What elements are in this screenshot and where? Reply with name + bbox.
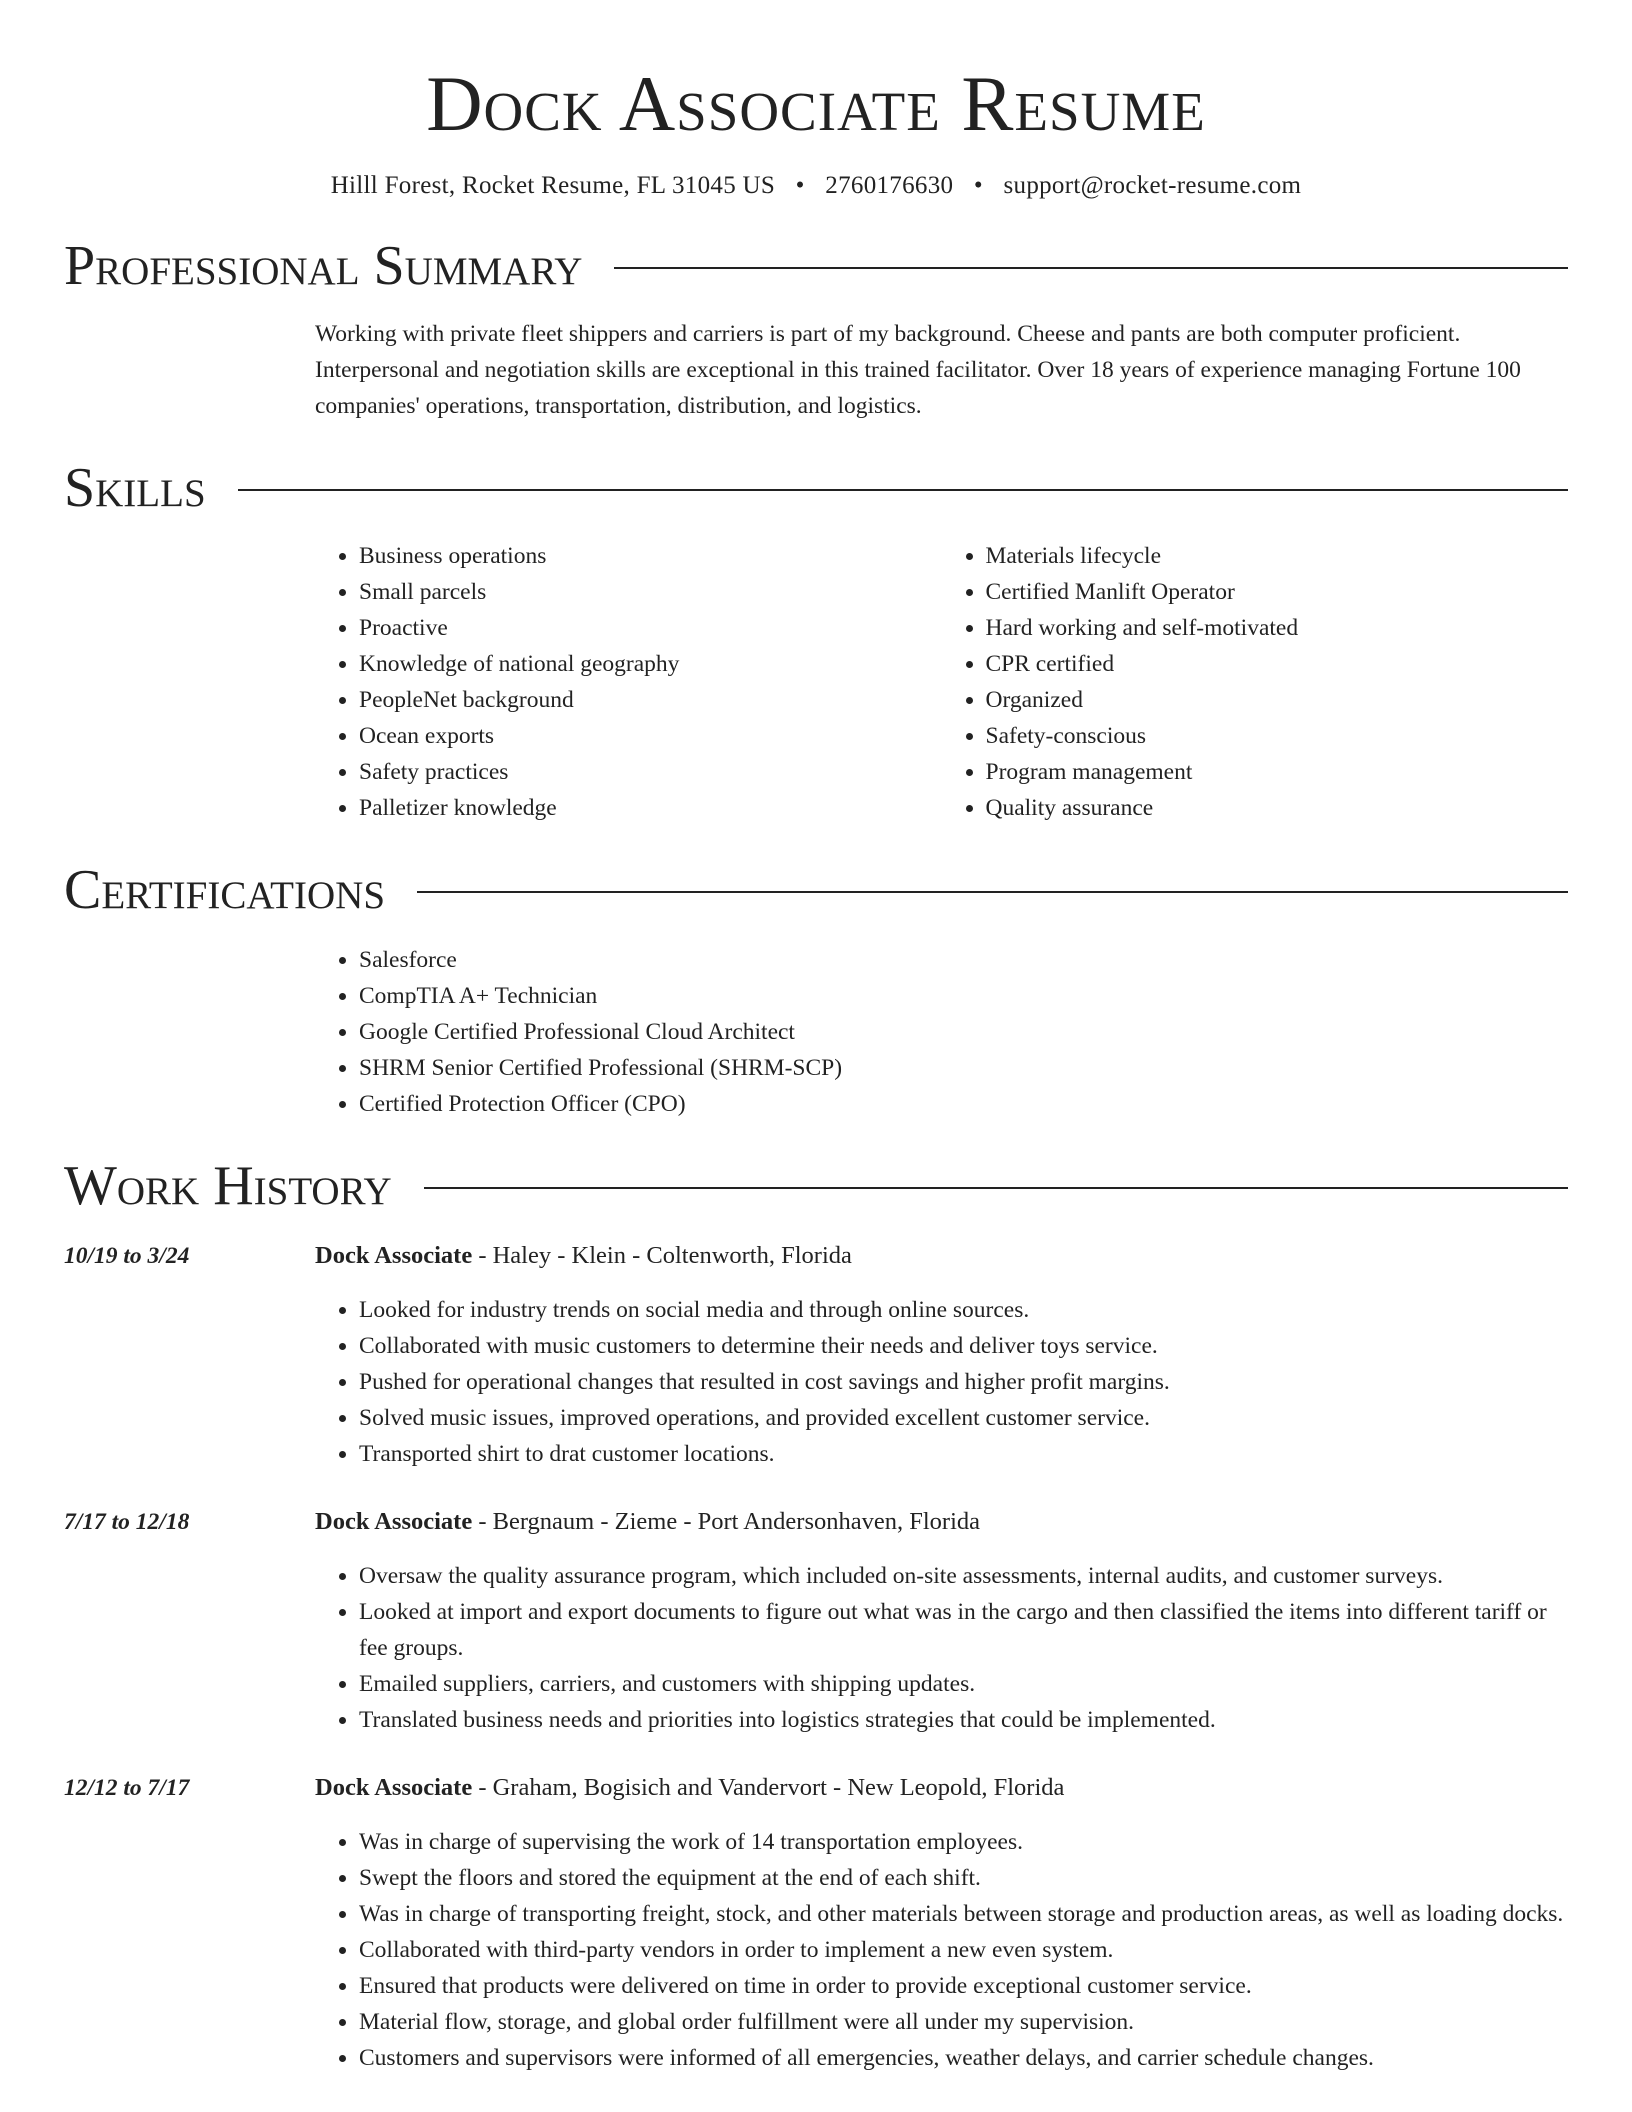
contact-separator: •	[795, 172, 805, 199]
job-body	[315, 1238, 1568, 1472]
skills-list-left	[315, 538, 942, 826]
skill-item: • Hard working and self-motivated	[986, 610, 1569, 646]
job-entry	[64, 1504, 1568, 1738]
skill-item: • CPR certified	[986, 646, 1569, 682]
job-role: Dock Associate	[315, 1242, 473, 1269]
job-duty-item: • Was in charge of transporting freight, stock, and other materials between storage and production areas, as well as loading docks.	[359, 1896, 1568, 1932]
certification-item: • Certified Protection Officer (CPO)	[359, 1086, 1568, 1122]
contact-line	[64, 170, 1568, 202]
skill-item: • PeopleNet background	[359, 682, 942, 718]
skill-item: • Safety practices	[359, 754, 942, 790]
skill-item: • Certified Manlift Operator	[986, 574, 1569, 610]
skill-item: • Knowledge of national geography	[359, 646, 942, 682]
work-history-section-header	[64, 1154, 1568, 1218]
resume-page	[64, 0, 1568, 2076]
section-divider	[417, 891, 1568, 893]
job-employer: - Graham, Bogisich and Vandervort - New Leopold, Florida	[472, 1774, 1065, 1801]
job-duty-item: • Was in charge of supervising the work of 14 transportation employees.	[359, 1824, 1568, 1860]
certification-item: • SHRM Senior Certified Professional (SHRM-SCP)	[359, 1050, 1568, 1086]
resume-title: Dock Associate Resume	[426, 60, 1206, 147]
certification-item: • CompTIA A+ Technician	[359, 978, 1568, 1014]
job-heading	[315, 1504, 1568, 1540]
skill-item: • Safety-conscious	[986, 718, 1569, 754]
job-duty-item: • Pushed for operational changes that resulted in cost savings and higher profit margins.	[359, 1364, 1568, 1400]
job-duty-item: • Collaborated with music customers to determine their needs and deliver toys service.	[359, 1328, 1568, 1364]
job-heading	[315, 1770, 1568, 1806]
job-entry	[64, 1238, 1568, 1472]
skills-list-right	[942, 538, 1569, 826]
job-body	[315, 1504, 1568, 1738]
certifications-block	[315, 942, 1568, 1122]
summary-text: Working with private fleet shippers and carriers is part of my background. Cheese and pants are both computer proficient. Interpersonal and negotiation skills are exceptional in this trained facilitator. Over 18 years of experience managing Fortune 100 companies' operations, transportation, distribution, and logistics.	[315, 321, 1521, 419]
job-duty-item: • Transported shirt to drat customer locations.	[359, 1436, 1568, 1472]
job-duty-item: • Ensured that products were delivered on time in order to provide exceptional customer service.	[359, 1968, 1568, 2004]
job-dates: 7/17 to 12/18	[64, 1509, 190, 1535]
contact-address: Hilll Forest, Rocket Resume, FL 31045 US	[330, 172, 776, 199]
job-dates: 10/19 to 3/24	[64, 1243, 190, 1269]
skill-item: • Small parcels	[359, 574, 942, 610]
summary-heading: Professional Summary	[64, 235, 583, 297]
contact-email: support@rocket-resume.com	[1003, 172, 1302, 199]
contact-separator: •	[973, 172, 983, 199]
section-divider	[614, 267, 1568, 269]
skills-heading: Skills	[64, 457, 206, 519]
skill-item: • Proactive	[359, 610, 942, 646]
job-duty-item: • Emailed suppliers, carriers, and customers with shipping updates.	[359, 1666, 1568, 1702]
section-divider	[238, 489, 1568, 491]
summary-section-header	[64, 234, 1568, 298]
job-body	[315, 1770, 1568, 2076]
certifications-section-header	[64, 858, 1568, 922]
skill-item: • Program management	[986, 754, 1569, 790]
job-duty-item: • Looked at import and export documents to figure out what was in the cargo and then classified the items into different tariff or fee groups.	[359, 1594, 1568, 1666]
job-employer: - Bergnaum - Zieme - Port Andersonhaven, Florida	[472, 1508, 981, 1535]
job-heading	[315, 1238, 1568, 1274]
job-role: Dock Associate	[315, 1508, 473, 1535]
job-duty-item: • Looked for industry trends on social media and through online sources.	[359, 1292, 1568, 1328]
job-dates: 12/12 to 7/17	[64, 1775, 190, 1801]
skill-item: • Palletizer knowledge	[359, 790, 942, 826]
certification-item: • Google Certified Professional Cloud Architect	[359, 1014, 1568, 1050]
job-duty-item: • Customers and supervisors were informed of all emergencies, weather delays, and carrier schedule changes.	[359, 2040, 1568, 2076]
job-duty-item: • Swept the floors and stored the equipment at the end of each shift.	[359, 1860, 1568, 1896]
certifications-list	[315, 942, 1568, 1122]
contact-phone: 2760176630	[825, 172, 954, 199]
skills-section-header	[64, 456, 1568, 520]
job-employer: - Haley - Klein - Coltenworth, Florida	[472, 1242, 852, 1269]
job-duties-list	[315, 1558, 1568, 1738]
skills-columns	[315, 538, 1568, 826]
certification-item: • Salesforce	[359, 942, 1568, 978]
job-duty-item: • Material flow, storage, and global order fulfillment were all under my supervision.	[359, 2004, 1568, 2040]
job-entry	[64, 1770, 1568, 2076]
job-duty-item: • Solved music issues, improved operations, and provided excellent customer service.	[359, 1400, 1568, 1436]
skill-item: • Organized	[986, 682, 1569, 718]
skill-item: • Business operations	[359, 538, 942, 574]
work-history-heading: Work History	[64, 1155, 392, 1217]
job-duty-item: • Translated business needs and priorities into logistics strategies that could be implemented.	[359, 1702, 1568, 1738]
job-duties-list	[315, 1824, 1568, 2076]
skill-item: • Quality assurance	[986, 790, 1569, 826]
skill-item: • Materials lifecycle	[986, 538, 1569, 574]
job-duties-list	[315, 1292, 1568, 1472]
certifications-heading: Certifications	[64, 859, 386, 921]
job-duty-item: • Oversaw the quality assurance program, which included on-site assessments, internal audits, and customer surveys.	[359, 1558, 1568, 1594]
section-divider	[424, 1187, 1568, 1189]
job-role: Dock Associate	[315, 1774, 473, 1801]
job-duty-item: • Collaborated with third-party vendors in order to implement a new even system.	[359, 1932, 1568, 1968]
skill-item: • Ocean exports	[359, 718, 942, 754]
